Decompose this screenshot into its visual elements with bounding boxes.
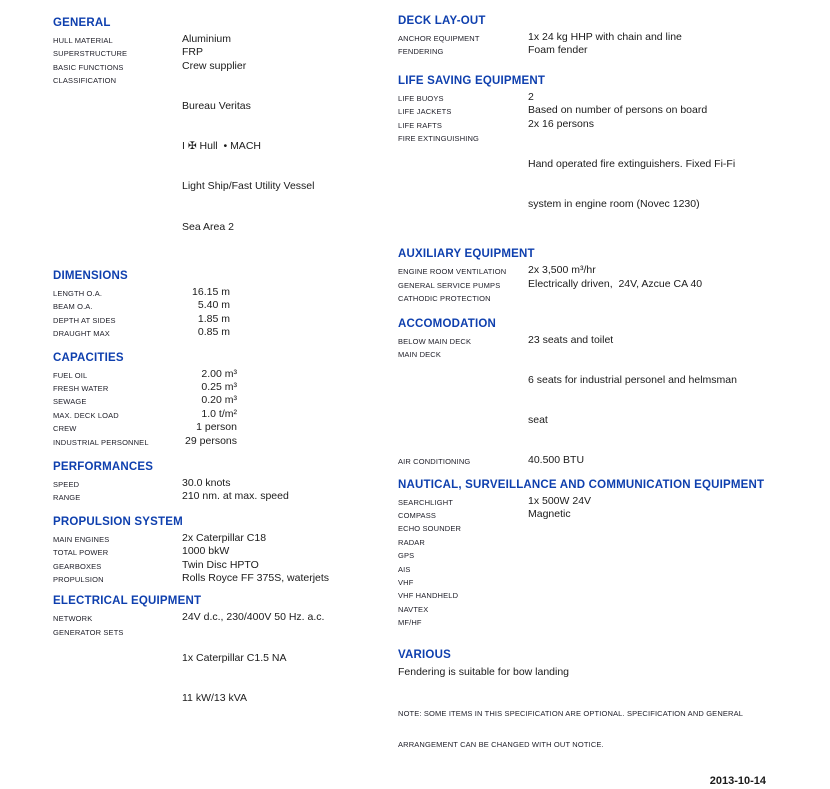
section-dimensions — [53, 269, 388, 340]
section-title: AUXILIARY EQUIPMENT — [398, 248, 535, 261]
spec-label: RANGE — [53, 493, 81, 503]
spec-row — [398, 535, 766, 548]
spec-label: ANCHOR EQUIPMENT — [398, 34, 480, 43]
spec-row — [398, 548, 766, 561]
spec-row — [398, 118, 766, 131]
document-date: 2013-10-14 — [709, 774, 766, 787]
spec-value: 2x 3,500 m³/hr — [528, 264, 596, 277]
spec-row — [53, 394, 388, 407]
spec-value: Twin Disc HPTO — [182, 558, 259, 571]
spec-row — [53, 559, 388, 572]
section-various — [398, 648, 766, 679]
spec-label: BEAM O.A. — [53, 302, 93, 312]
spec-row — [398, 562, 766, 575]
section-life-saving-equipment — [398, 74, 766, 238]
section-accomodation — [398, 317, 766, 468]
section-title: DECK LAY-OUT — [398, 15, 486, 27]
section-title: CAPACITIES — [53, 351, 124, 364]
spec-label: LIFE JACKETS — [398, 107, 452, 117]
spec-value: 40.500 BTU — [528, 454, 585, 467]
spec-value: Electrically driven, 24V, Azcue CA 40 — [528, 277, 703, 290]
section-title: DIMENSIONS — [53, 269, 128, 282]
section-auxiliary-equipment — [398, 247, 766, 304]
spec-row — [53, 73, 388, 261]
spec-label: NAVTEX — [398, 604, 429, 614]
spec-label: DRAUGHT MAX — [53, 329, 110, 339]
spec-label: INDUSTRIAL PERSONNEL — [53, 437, 149, 447]
spec-label: MF/HF — [398, 618, 422, 628]
spec-value: 1 person — [196, 421, 237, 434]
spec-value: 6 seats for industrial personel and helmsman seat — [528, 373, 737, 426]
spec-label: ENGINE ROOM VENTILATION — [398, 267, 507, 277]
section-title: ELECTRICAL EQUIPMENT — [53, 595, 202, 608]
spec-label: AIR CONDITIONING — [398, 457, 471, 467]
spec-label: GENERAL SERVICE PUMPS — [398, 280, 501, 290]
spec-value: 16.15 m — [192, 285, 230, 298]
spec-value: 24V d.c., 230/400V 50 Hz. a.c. — [182, 611, 325, 624]
spec-row — [398, 588, 766, 601]
spec-label: SPEED — [53, 479, 80, 489]
spec-label: HULL MATERIAL — [53, 36, 113, 45]
section-title: VARIOUS — [398, 648, 451, 661]
spec-value: Hand operated fire extinguishers. Fixed Fi-Fi system in engine room (Novec 1230) — [528, 157, 736, 211]
spec-value: 210 nm. at max. speed — [182, 490, 289, 503]
spec-value: Based on number of persons on board — [528, 104, 708, 117]
spec-label: LIFE BUOYS — [398, 93, 444, 103]
spec-label: PROPULSION — [53, 575, 104, 584]
spec-label: LIFE RAFTS — [398, 120, 443, 130]
spec-label: AIS — [398, 564, 411, 574]
section-title: ACCOMODATION — [398, 317, 497, 330]
spec-label: RADAR — [398, 537, 426, 547]
spec-label: SEARCHLIGHT — [398, 497, 453, 507]
right-column — [398, 14, 766, 789]
spec-label: CLASSIFICATION — [53, 76, 117, 86]
spec-label: DEPTH AT SIDES — [53, 315, 116, 325]
spec-row — [398, 615, 766, 628]
spec-row — [53, 313, 388, 326]
spec-label: SUPERSTRUCTURE — [53, 49, 128, 59]
spec-row — [53, 299, 388, 312]
spec-row — [53, 611, 388, 624]
spec-row — [53, 435, 388, 448]
spec-row — [398, 495, 766, 508]
spec-value: 1.85 m — [197, 312, 230, 325]
spec-label: GPS — [398, 551, 415, 561]
spec-value: Magnetic — [528, 507, 571, 520]
spec-row — [398, 508, 766, 521]
section-deck-layout — [398, 14, 766, 58]
spec-row — [53, 490, 388, 503]
spec-row — [53, 421, 388, 434]
section-performances — [53, 460, 388, 504]
spec-row — [53, 532, 388, 545]
section-title: PERFORMANCES — [53, 460, 154, 473]
spec-label: MAIN DECK — [398, 349, 442, 359]
spec-value: 1x Caterpillar C1.5 NA 11 kW/13 kVA — [182, 651, 287, 704]
spec-label: CREW — [53, 424, 77, 434]
spec-value: Crew supplier — [182, 59, 247, 72]
section-general — [53, 16, 388, 261]
spec-row — [53, 286, 388, 299]
spec-label: CATHODIC PROTECTION — [398, 294, 491, 304]
spec-value: 29 persons — [185, 434, 237, 447]
section-nautical-surveillance-communication — [398, 478, 766, 629]
spec-row — [53, 60, 388, 73]
spec-value: Rolls Royce FF 375S, waterjets — [182, 572, 330, 584]
spec-value: 1x 500W 24V — [528, 494, 592, 507]
spec-value: 2x Caterpillar C18 — [182, 531, 267, 544]
spec-row — [53, 477, 388, 490]
section-title: NAUTICAL, SURVEILLANCE AND COMMUNICATION EQUIPMENT — [398, 478, 765, 491]
spec-label: ECHO SOUNDER — [398, 524, 462, 534]
footer-note: NOTE: SOME ITEMS IN THIS SPECIFICATION ARE OPTIONAL. SPECIFICATION AND GENERAL ARRANGEMENT CAN BE CHANGED WITH OUT NOTICE. — [398, 708, 744, 750]
section-title: LIFE SAVING EQUIPMENT — [398, 74, 546, 87]
spec-label: VHF HANDHELD — [398, 591, 459, 601]
spec-label: COMPASS — [398, 510, 437, 520]
spec-row — [398, 131, 766, 238]
section-title: PROPULSION SYSTEM — [53, 515, 183, 528]
spec-label: SEWAGE — [53, 397, 87, 407]
spec-label: NETWORK — [53, 614, 93, 624]
spec-value: 5.40 m — [197, 299, 230, 312]
spec-label: GENERATOR SETS — [53, 627, 124, 637]
spec-value: 2 — [528, 90, 534, 103]
spec-row — [398, 575, 766, 588]
spec-value: 1.0 t/m² — [201, 407, 237, 420]
spec-row — [398, 44, 766, 57]
spec-label: FUEL OIL — [53, 370, 88, 380]
spec-row — [53, 326, 388, 339]
section-title: GENERAL — [53, 17, 111, 29]
spec-row — [398, 347, 766, 454]
spec-label: TOTAL POWER — [53, 548, 109, 558]
spec-row — [398, 334, 766, 347]
section-electrical-equipment — [53, 594, 388, 732]
spec-value: 2x 16 persons — [528, 117, 594, 130]
spec-label: LENGTH O.A. — [53, 288, 103, 298]
spec-label: MAX. DECK LOAD — [53, 410, 119, 420]
spec-value: 0.25 m³ — [201, 380, 237, 393]
spec-row — [53, 625, 388, 732]
left-column — [53, 16, 388, 743]
spec-label: BASIC FUNCTIONS — [53, 62, 124, 72]
spec-label: VHF — [398, 578, 414, 587]
spec-value: 0.20 m³ — [201, 394, 237, 407]
spec-row — [398, 278, 766, 291]
spec-row — [398, 104, 766, 117]
spec-value: 1000 bkW — [182, 545, 230, 558]
spec-label: BELOW MAIN DECK — [398, 336, 472, 346]
spec-value: Bureau Veritas I ✠ Hull • MACH Light Ship/Fast Utility Vessel Sea Area 2 — [182, 100, 315, 233]
spec-value: 0.85 m — [197, 326, 230, 339]
spec-value: 23 seats and toilet — [528, 333, 614, 346]
spec-label: FRESH WATER — [53, 383, 109, 393]
spec-row — [53, 46, 388, 59]
spec-row — [398, 602, 766, 615]
spec-row — [398, 31, 766, 44]
spec-row — [398, 91, 766, 104]
spec-row — [53, 381, 388, 394]
spec-row — [398, 521, 766, 534]
spec-label: MAIN ENGINES — [53, 534, 110, 544]
spec-value: FRP — [182, 46, 203, 59]
spec-label: FENDERING — [398, 47, 444, 57]
spec-row — [53, 545, 388, 558]
section-propulsion-system — [53, 515, 388, 586]
spec-value: 30.0 knots — [182, 476, 231, 489]
spec-row — [53, 572, 388, 585]
spec-row — [398, 454, 766, 467]
spec-value: 2.00 m³ — [201, 367, 237, 380]
various-text: Fendering is suitable for bow landing — [398, 665, 570, 678]
spec-row — [53, 408, 388, 421]
spec-label: FIRE EXTINGUISHING — [398, 134, 480, 144]
spec-row — [53, 368, 388, 381]
spec-value: Aluminium — [182, 33, 232, 45]
spec-row — [53, 33, 388, 46]
spec-label: GEARBOXES — [53, 561, 102, 571]
spec-value: Foam fender — [528, 44, 588, 57]
spec-row — [398, 291, 766, 304]
section-capacities — [53, 351, 388, 448]
spec-row — [398, 264, 766, 277]
spec-value: 1x 24 kg HHP with chain and line — [528, 31, 682, 43]
